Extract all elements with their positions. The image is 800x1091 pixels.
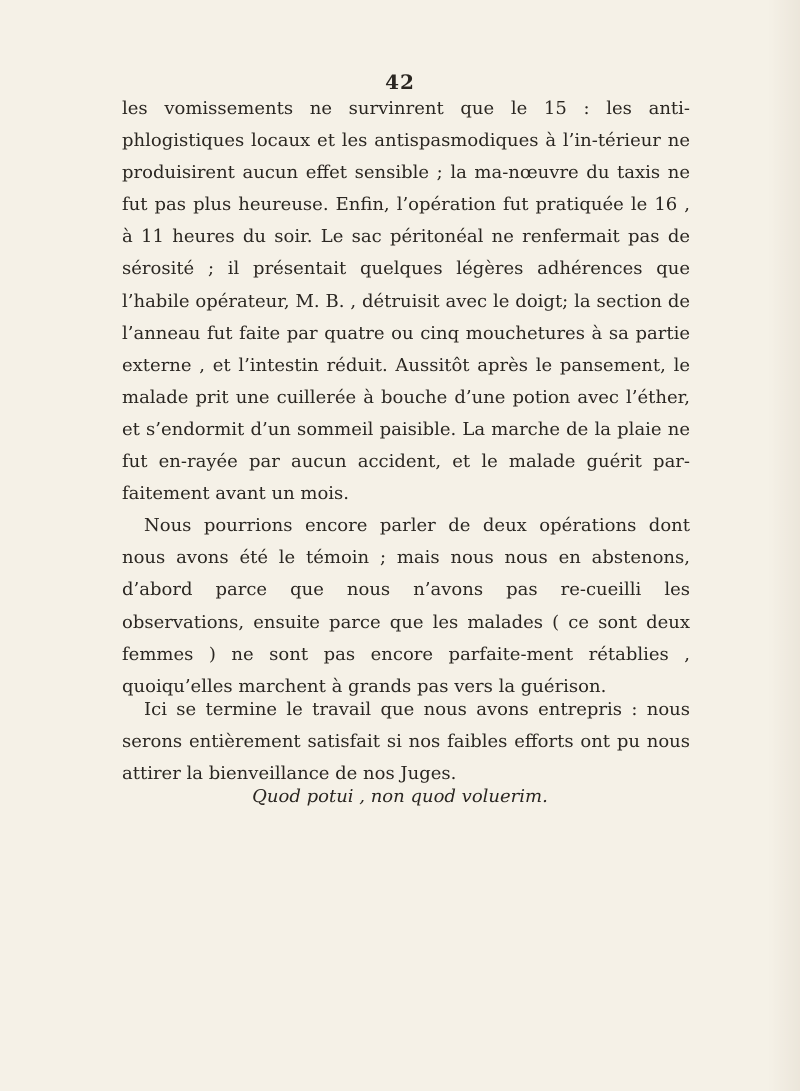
closing-motto: Quod potui , non quod voluerim. xyxy=(252,786,548,807)
page-number: 42 xyxy=(385,70,415,94)
paragraph-2: Nous pourrions encore parler de deux opérations dont nous avons été le témoin ; mais nous nous en abstenons, d’abord parce que nous n’avons pas re-cueilli les observations, ensuite parce que les malades ( ce sont deux femmes ) ne sont pas encore parfaite-ment rétablies , quoiqu’elles marchent à grands pas vers la guérison. xyxy=(122,515,690,697)
paragraph-3: Ici se termine le travail que nous avons entrepris : nous serons entièrement satisfait si nos faibles efforts ont pu nous attirer la bienveillance de nos Juges. xyxy=(122,699,690,785)
paragraph-1: les vomissements ne survinrent que le 15 : les anti-phlogistiques locaux et les antispasmodiques à l’in-térieur ne produisirent aucun effet sensible ; la ma-nœuvre du taxis ne fut pas plus heureuse. Enfin, l’opération fut pratiquée le 16 , à 11 heures du soir. Le sac péritonéal ne renfermait pas de sérosité ; il présentait quelques légères adhérences que l’habile opérateur, M. B. , détruisit avec le doigt; la section de l’anneau fut faite par quatre ou cinq mouchetures à sa partie externe , et l’intestin réduit. Aussitôt après le pansement, le malade prit une cuillerée à bouche d’une potion avec l’éther, et s’endormit d’un sommeil paisible. La marche de la plaie ne fut en-rayée par aucun accident, et le malade guérit par-faitement avant un mois. xyxy=(122,98,690,505)
main-text xyxy=(122,93,690,703)
closing-text xyxy=(122,694,690,790)
